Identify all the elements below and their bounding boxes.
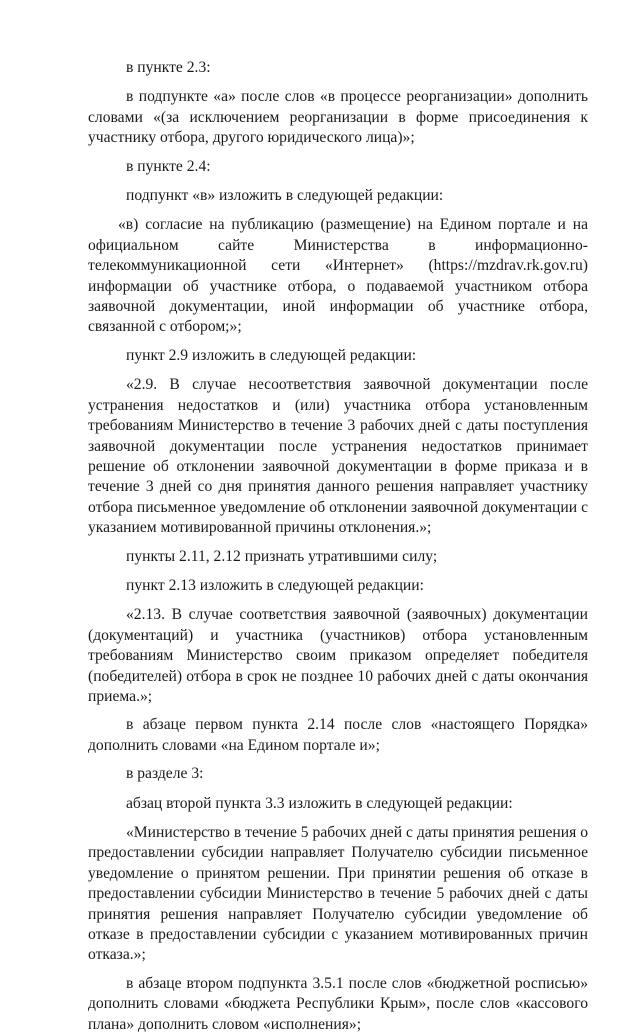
paragraph-15: в абзаце втором подпункта 3.5.1 после слов «бюджетной росписью» дополнить словами «бюджета Республики Крым», после слов «кассового плана» дополнить словом «исполнения»; (88, 974, 588, 1033)
paragraph-14: «Министерство в течение 5 рабочих дней с даты принятия решения о предоставлении субсидии направляет Получателю субсидии письменное уведомление о принятом решении. При принятии решения об отказе в предоставлении субсидии Министерство в течение 5 рабочих дней с даты принятия решения направляет Получателю субсидии уведомление об отказе в предоставлении субсидии с указанием мотивированных причин отказа.»; (88, 824, 588, 964)
paragraph-6: пункт 2.9 изложить в следующей редакции: (126, 346, 417, 364)
paragraph-13: абзац второй пункта 3.3 изложить в следующей редакции: (126, 794, 513, 812)
paragraph-1: в пункте 2.3: (126, 59, 211, 76)
paragraph-4: подпункт «в» изложить в следующей редакции: (126, 187, 444, 205)
paragraph-12: в разделе 3: (126, 765, 204, 783)
paragraph-8: пункты 2.11, 2.12 признать утратившими силу; (126, 547, 438, 565)
paragraph-5: «в) согласие на публикацию (размещение) на Едином портале и на официальном сайте Министерства в информационно-телекоммуникационной сети «Интернет» (https://mzdrav.rk.gov.ru) информации об участнике отбора, о подаваемой участником отбора заявочной документации, иной информации об участнике отбора, связанной с отбором;»; (88, 216, 588, 336)
paragraph-7: «2.9. В случае несоответствия заявочной документации после устранения недостатков и (или) участника отбора установленным требованиям Министерство в течение 3 рабочих дней с даты поступления заявочной документации после устранения недостатков принимает решение об отклонении заявочной документации в форме приказа и в течение 3 дней со дня принятия данного решения направляет участнику отбора письменное уведомление об отклонении заявочной документации с указанием мотивированной причины отклонения.»; (88, 376, 588, 537)
paragraph-3: в пункте 2.4: (126, 157, 211, 175)
paragraph-11: в абзаце первом пункта 2.14 после слов «настоящего Порядка» дополнить словами «на Едином портале и»; (88, 716, 588, 754)
document-page (88, 58, 588, 1035)
paragraph-9: пункт 2.13 изложить в следующей редакции: (126, 576, 424, 594)
paragraph-10: «2.13. В случае соответствия заявочной (заявочных) документации (документаций) и участника (участников) отбора установленным требованиям Министерство своим приказом определяет победителя (победителей) отбора в срок не позднее 10 рабочих дней с даты окончания приема.»; (88, 606, 588, 705)
paragraph-2: в подпункте «а» после слов «в процессе реорганизации» дополнить словами «(за исключением реорганизации в форме присоединения к участнику отбора, другого юридического лица)»; (88, 88, 588, 147)
